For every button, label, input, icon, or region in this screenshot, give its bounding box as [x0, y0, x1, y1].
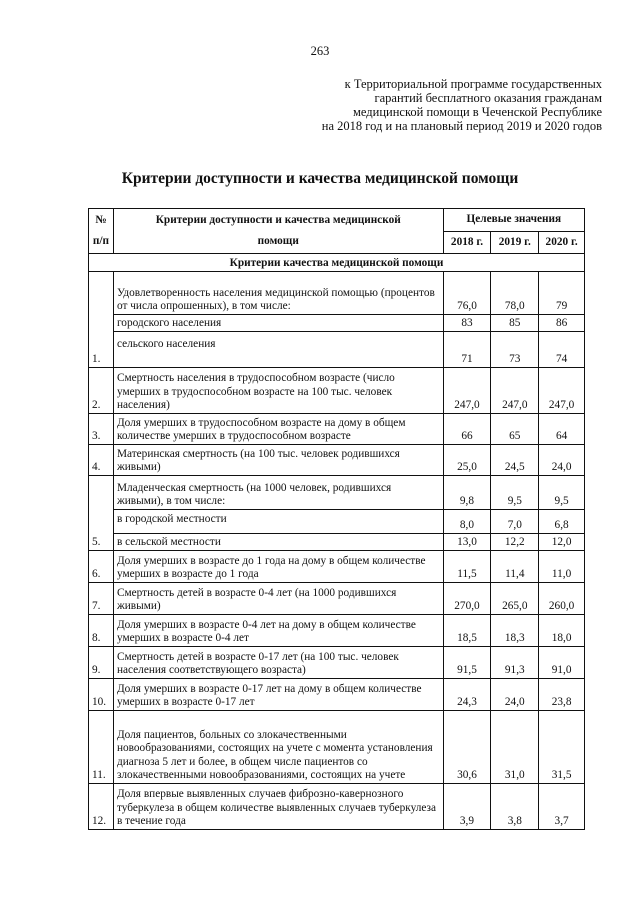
table-row — [89, 679, 585, 711]
table-row — [89, 647, 585, 679]
value-2019: 12,2 — [491, 534, 539, 551]
value-2018: 8,0 — [443, 510, 491, 534]
value-2019: 3,8 — [491, 784, 539, 830]
header-criteria-line1: Критерии доступности и качества медицинской — [155, 213, 401, 226]
row-number: 9. — [89, 647, 114, 679]
table-row — [89, 445, 585, 476]
row-number: 5. — [89, 476, 114, 551]
value-2018: 76,0 — [443, 272, 491, 315]
criterion-text: Младенческая смертность (на 1000 человек, родившихся живыми), в том числе: — [113, 476, 443, 510]
table-row — [89, 510, 585, 534]
value-2020: 12,0 — [539, 534, 585, 551]
header-num-line2: п/п — [92, 235, 110, 247]
value-2020: 9,5 — [539, 476, 585, 510]
value-2019: 65 — [491, 414, 539, 445]
criterion-text: в сельской местности — [113, 534, 443, 551]
header-num-line1: № — [95, 213, 107, 226]
table-row — [89, 368, 585, 414]
value-2018: 9,8 — [443, 476, 491, 510]
header-note-line: медицинской помощи в Чеченской Республике — [353, 105, 602, 119]
row-number: 1. — [89, 272, 114, 368]
header-criteria-line2: помощи — [257, 235, 299, 247]
criterion-text: сельского населения — [113, 332, 443, 368]
header-note-line: к Территориальной программе государственных — [344, 77, 602, 91]
value-2020: 3,7 — [539, 784, 585, 830]
table-row — [89, 551, 585, 583]
value-2020: 91,0 — [539, 647, 585, 679]
value-2018: 66 — [443, 414, 491, 445]
value-2018: 83 — [443, 315, 491, 332]
table-body — [89, 254, 585, 830]
header-note-line: на 2018 год и на плановый период 2019 и 2020 годов — [321, 119, 602, 133]
criterion-text: городского населения — [113, 315, 443, 332]
header-num — [89, 209, 114, 254]
value-2018: 3,9 — [443, 784, 491, 830]
criterion-text: Удовлетворенность населения медицинской помощью (процентов от числа опрошенных), в том числе: — [113, 272, 443, 315]
table-row — [89, 615, 585, 647]
header-note-line: гарантий бесплатного оказания гражданам — [374, 91, 602, 105]
criterion-text: Доля умерших в возрасте до 1 года на дому в общем количестве умерших в возрасте до 1 года — [113, 551, 443, 583]
value-2019: 73 — [491, 332, 539, 368]
row-number: 4. — [89, 445, 114, 476]
table-row — [89, 414, 585, 445]
header-note — [272, 77, 602, 133]
criterion-text: Смертность населения в трудоспособном возрасте (число умерших в трудоспособном возрасте на 100 тыс. человек населения) — [113, 368, 443, 414]
row-number: 2. — [89, 368, 114, 414]
criterion-text: в городской местности — [113, 510, 443, 534]
criterion-text: Материнская смертность (на 100 тыс. человек родившихся живыми) — [113, 445, 443, 476]
page-number: 263 — [310, 44, 330, 58]
value-2019: 247,0 — [491, 368, 539, 414]
value-2020: 18,0 — [539, 615, 585, 647]
value-2019: 85 — [491, 315, 539, 332]
value-2019: 7,0 — [491, 510, 539, 534]
criterion-text: Доля пациентов, больных со злокачественными новообразованиями, состоящих на учете с момента установления диагноза 5 лет и более, в общем числе пациентов со злокачественными новообразованиями, состоящих на учете — [113, 711, 443, 784]
value-2020: 23,8 — [539, 679, 585, 711]
value-2019: 24,0 — [491, 679, 539, 711]
table-row — [89, 711, 585, 784]
header-target-values: Целевые значения — [443, 209, 584, 232]
criterion-text: Смертность детей в возрасте 0-4 лет (на 1000 родившихся живыми) — [113, 583, 443, 615]
document-title: Критерии доступности и качества медицинской помощи — [121, 170, 519, 187]
table-row — [89, 784, 585, 830]
value-2020: 6,8 — [539, 510, 585, 534]
value-2020: 24,0 — [539, 445, 585, 476]
value-2019: 18,3 — [491, 615, 539, 647]
criteria-table — [88, 208, 585, 830]
row-number: 8. — [89, 615, 114, 647]
value-2020: 247,0 — [539, 368, 585, 414]
value-2018: 24,3 — [443, 679, 491, 711]
value-2019: 24,5 — [491, 445, 539, 476]
value-2019: 31,0 — [491, 711, 539, 784]
row-number: 7. — [89, 583, 114, 615]
header-criteria — [113, 209, 443, 254]
header-year-2020: 2020 г. — [539, 232, 585, 254]
criterion-text: Смертность детей в возрасте 0-17 лет (на 100 тыс. человек населения соответствующего возраста) — [113, 647, 443, 679]
value-2019: 9,5 — [491, 476, 539, 510]
value-2020: 260,0 — [539, 583, 585, 615]
table-row — [89, 583, 585, 615]
value-2020: 79 — [539, 272, 585, 315]
value-2018: 25,0 — [443, 445, 491, 476]
criterion-text: Доля впервые выявленных случаев фиброзно-кавернозного туберкулеза в общем количестве выявленных случаев туберкулеза в течение года — [113, 784, 443, 830]
row-number: 12. — [89, 784, 114, 830]
row-number: 6. — [89, 551, 114, 583]
value-2018: 270,0 — [443, 583, 491, 615]
criterion-text: Доля умерших в трудоспособном возрасте на дому в общем количестве умерших в трудоспособном возрасте — [113, 414, 443, 445]
value-2019: 265,0 — [491, 583, 539, 615]
value-2020: 64 — [539, 414, 585, 445]
value-2018: 30,6 — [443, 711, 491, 784]
header-year-2019: 2019 г. — [491, 232, 539, 254]
value-2019: 78,0 — [491, 272, 539, 315]
value-2018: 247,0 — [443, 368, 491, 414]
table-row — [89, 332, 585, 368]
value-2018: 18,5 — [443, 615, 491, 647]
section-title: Критерии качества медицинской помощи — [89, 254, 585, 272]
value-2018: 11,5 — [443, 551, 491, 583]
value-2018: 91,5 — [443, 647, 491, 679]
row-number: 3. — [89, 414, 114, 445]
value-2019: 11,4 — [491, 551, 539, 583]
criterion-text: Доля умерших в возрасте 0-17 лет на дому в общем количестве умерших в возрасте 0-17 лет — [113, 679, 443, 711]
value-2019: 91,3 — [491, 647, 539, 679]
value-2020: 74 — [539, 332, 585, 368]
value-2020: 31,5 — [539, 711, 585, 784]
table-row — [89, 272, 585, 315]
criterion-text: Доля умерших в возрасте 0-4 лет на дому в общем количестве умерших в возрасте 0-4 лет — [113, 615, 443, 647]
value-2020: 11,0 — [539, 551, 585, 583]
value-2020: 86 — [539, 315, 585, 332]
value-2018: 13,0 — [443, 534, 491, 551]
header-year-2018: 2018 г. — [443, 232, 491, 254]
row-number: 10. — [89, 679, 114, 711]
value-2018: 71 — [443, 332, 491, 368]
table-row — [89, 476, 585, 510]
table-row — [89, 315, 585, 332]
row-number: 11. — [89, 711, 114, 784]
table-row — [89, 534, 585, 551]
